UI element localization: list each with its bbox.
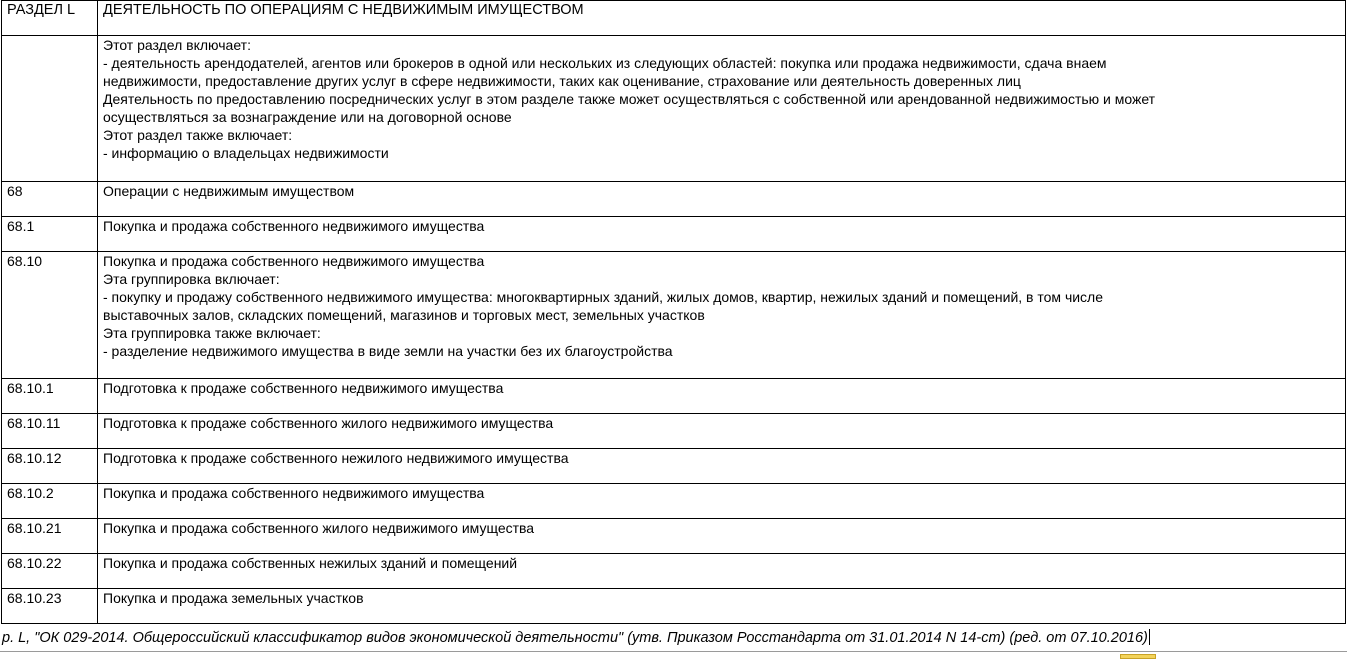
bottom-divider: [0, 651, 1347, 652]
table-header-row: [2, 1, 1346, 36]
description-line: Этот раздел также включает:: [103, 127, 293, 143]
row-title: Подготовка к продаже собственного нежилого недвижимого имущества: [98, 449, 1346, 484]
row-title: Покупка и продажа собственных нежилых зданий и помещений: [98, 554, 1346, 589]
row-title: Покупка и продажа собственного недвижимого имущества: [98, 217, 1346, 252]
text-cursor: [1149, 629, 1150, 645]
row-line: выставочных залов, складских помещений, магазинов и торговых мест, земельных участков: [103, 307, 705, 323]
description-line: недвижимости, предоставление других услуг в сфере недвижимости, таких как оценивание, страхование или деятельность доверенных лиц: [103, 73, 1021, 89]
table-row: [2, 252, 1346, 379]
okved-table: [1, 0, 1346, 624]
row-code: 68: [2, 182, 98, 217]
section-description-code-cell: [2, 36, 98, 182]
row-title: Покупка и продажа земельных участков: [98, 589, 1346, 624]
row-code: 68.10: [2, 252, 98, 379]
row-line: - разделение недвижимого имущества в виде земли на участки без их благоустройства: [103, 343, 673, 359]
row-title-multiline: [98, 252, 1346, 379]
description-line: Деятельность по предоставлению посреднических услуг в этом разделе также может осуществляться с собственной или арендованной недвижимостью и может: [103, 91, 1156, 107]
table-row: [2, 519, 1346, 554]
row-line: Эта группировка включает:: [103, 271, 280, 287]
row-line: - покупку и продажу собственного недвижимого имущества: многоквартирных зданий, жилых домов, квартир, нежилых зданий и помещений, в том числе: [103, 289, 1104, 305]
row-code: 68.10.2: [2, 484, 98, 519]
section-description-row: [2, 36, 1346, 182]
table-row: [2, 484, 1346, 519]
row-code: 68.10.23: [2, 589, 98, 624]
header-code-cell: РАЗДЕЛ L: [2, 1, 98, 36]
table-row: [2, 589, 1346, 624]
row-title: Покупка и продажа собственного жилого недвижимого имущества: [98, 519, 1346, 554]
description-line: осуществляться за вознаграждение или на договорной основе: [103, 109, 512, 125]
source-citation-text: р. L, "ОК 029-2014. Общероссийский классификатор видов экономической деятельности" (утв. Приказом Росстандарта от 31.01.2014 N 14-ст) (ред. от 07.10.2016): [2, 630, 1148, 646]
row-line: Покупка и продажа собственного недвижимого имущества: [103, 253, 485, 269]
table-row: [2, 414, 1346, 449]
table-row: [2, 554, 1346, 589]
row-title: Подготовка к продаже собственного жилого недвижимого имущества: [98, 414, 1346, 449]
section-description-cell: [98, 36, 1346, 182]
row-code: 68.10.1: [2, 379, 98, 414]
table-row: [2, 449, 1346, 484]
bottom-tab-marker[interactable]: [1120, 654, 1156, 659]
row-code: 68.1: [2, 217, 98, 252]
header-title-cell: ДЕЯТЕЛЬНОСТЬ ПО ОПЕРАЦИЯМ С НЕДВИЖИМЫМ ИМУЩЕСТВОМ: [98, 1, 1346, 36]
row-code: 68.10.12: [2, 449, 98, 484]
table-row: [2, 182, 1346, 217]
description-line: - информацию о владельцах недвижимости: [103, 145, 389, 161]
table-row: [2, 379, 1346, 414]
row-line: Эта группировка также включает:: [103, 325, 321, 341]
row-code: 68.10.11: [2, 414, 98, 449]
description-line: - деятельность арендодателей, агентов или брокеров в одной или нескольких из следующих областей: покупка или продажа недвижимости, сдача внаем: [103, 55, 1107, 71]
description-line: Этот раздел включает:: [103, 37, 251, 53]
row-code: 68.10.22: [2, 554, 98, 589]
row-title: Подготовка к продаже собственного недвижимого имущества: [98, 379, 1346, 414]
row-title: Операции с недвижимым имуществом: [98, 182, 1346, 217]
row-code: 68.10.21: [2, 519, 98, 554]
table-row: [2, 217, 1346, 252]
row-title: Покупка и продажа собственного недвижимого имущества: [98, 484, 1346, 519]
source-citation[interactable]: [2, 629, 1150, 647]
